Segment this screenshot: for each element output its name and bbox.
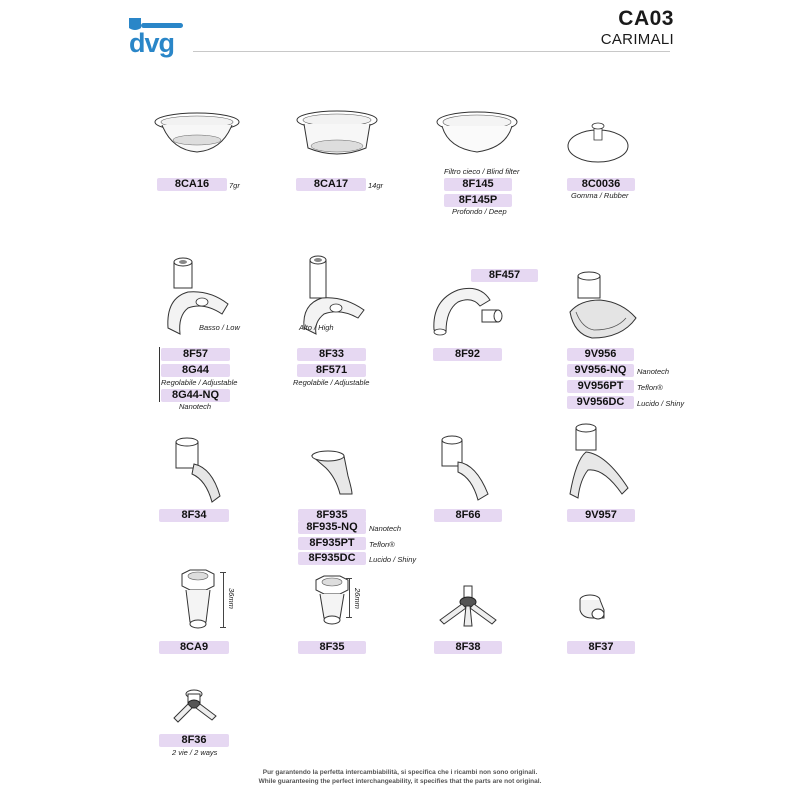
dimension-line-8CA9 — [223, 572, 224, 628]
brand-name: CARIMALI — [600, 31, 674, 48]
part-note-8F33: Alto / High — [299, 323, 334, 332]
spout-single-image — [428, 280, 513, 342]
part-code-8F38[interactable]: 8F38 — [434, 641, 502, 654]
part-note-8CA16: 7gr — [229, 181, 240, 190]
part-note-8F145P: Profondo / Deep — [452, 207, 507, 216]
part-code-8F571[interactable]: 8F571 — [297, 364, 366, 377]
disclaimer-italian: Pur garantendo la perfetta intercambiabilità, si specifica che i ricambi non sono originali. — [262, 769, 538, 776]
part-code-8F935[interactable]: 8F935 — [298, 509, 366, 522]
part-code-8F57[interactable]: 8F57 — [161, 348, 230, 361]
catalog-code: CA03 — [618, 7, 674, 30]
spout-8F66-image — [436, 436, 496, 508]
dimension-line-8F35 — [349, 578, 350, 618]
spout-adapter-8F35-image — [312, 574, 352, 634]
dimension-tick-bottom-8CA9 — [220, 627, 226, 628]
header-rule — [193, 51, 670, 52]
part-code-8CA17[interactable]: 8CA17 — [296, 178, 366, 191]
part-note-8C0036: Gomma / Rubber — [571, 191, 629, 200]
spout-double-9V956-image — [566, 272, 646, 344]
part-code-8F36[interactable]: 8F36 — [159, 734, 229, 747]
blind-filter-image — [432, 108, 522, 163]
part-code-9V956[interactable]: 9V956 — [567, 348, 634, 361]
part-code-9V956PT[interactable]: 9V956PT — [567, 380, 634, 393]
rubber-gasket-disc-image — [563, 118, 633, 168]
part-note-8F57: Basso / Low — [199, 323, 240, 332]
spout-8F935-image — [308, 448, 358, 498]
part-code-8F33[interactable]: 8F33 — [297, 348, 366, 361]
part-note-8CA17: 14gr — [368, 181, 384, 190]
spout-3-way-8F38-image — [436, 584, 500, 630]
spout-2-way-8F36-image — [170, 686, 220, 730]
part-note-8F36: 2 vie / 2 ways — [172, 748, 218, 757]
part-code-8F935DC[interactable]: 8F935DC — [298, 552, 366, 565]
part-note-9V956PT: Teflon® — [637, 383, 663, 392]
part-code-8C0036[interactable]: 8C0036 — [567, 178, 635, 191]
part-note-8F935-NQ: Nanotech — [369, 524, 402, 533]
part-note-9V956-NQ: Nanotech — [637, 367, 670, 376]
dvg-logo — [125, 8, 187, 60]
part-note-8F935DC: Lucido / Shiny — [369, 555, 417, 564]
part-note-8F571: Regolabile / Adjustable — [293, 378, 370, 387]
filter-basket-14gr-image — [292, 108, 382, 168]
dimension-label-8F35: 26mm — [353, 588, 362, 609]
part-code-8F92[interactable]: 8F92 — [433, 348, 502, 361]
part-code-8F145P[interactable]: 8F145P — [444, 194, 512, 207]
part-code-8F66[interactable]: 8F66 — [434, 509, 502, 522]
spout-adapter-8CA9-image — [178, 568, 218, 636]
disclaimer-english: While guaranteeing the perfect interchangeability, it specifies that the parts are not original. — [258, 778, 542, 785]
part-note-9V956DC: Lucido / Shiny — [637, 399, 685, 408]
part-code-9V956-NQ[interactable]: 9V956-NQ — [567, 364, 634, 377]
part-code-8F37[interactable]: 8F37 — [567, 641, 635, 654]
dimension-label-8CA9: 36mm — [227, 588, 236, 609]
spout-elbow-8F37-image — [576, 592, 616, 632]
spout-double-9V957-image — [566, 424, 636, 506]
spout-8F34-image — [172, 438, 232, 508]
dimension-tick-bottom-8F35 — [346, 617, 352, 618]
logo-text: dvg — [129, 28, 175, 58]
filter-basket-7gr-image — [152, 108, 242, 168]
part-code-9V956DC[interactable]: 9V956DC — [567, 396, 634, 409]
variant-bracket-8F57 — [159, 347, 160, 402]
part-code-9V957[interactable]: 9V957 — [567, 509, 635, 522]
part-code-8CA16[interactable]: 8CA16 — [157, 178, 227, 191]
part-note-8F145: Filtro cieco / Blind filter — [444, 167, 520, 176]
part-code-8F935PT[interactable]: 8F935PT — [298, 537, 366, 550]
part-code-8F34[interactable]: 8F34 — [159, 509, 229, 522]
part-note-8G44-NQ: Nanotech — [179, 402, 212, 411]
part-code-8F935-NQ[interactable]: 8F935-NQ — [298, 521, 366, 534]
part-code-8G44[interactable]: 8G44 — [161, 364, 230, 377]
part-code-8CA9[interactable]: 8CA9 — [159, 641, 229, 654]
part-note-8G44: Regolabile / Adjustable — [161, 378, 238, 387]
part-code-8G44-NQ[interactable]: 8G44-NQ — [161, 389, 230, 402]
part-code-8F145[interactable]: 8F145 — [444, 178, 512, 191]
part-code-8F35[interactable]: 8F35 — [298, 641, 366, 654]
dimension-tick-top-8F35 — [346, 578, 352, 579]
part-note-8F935PT: Teflon® — [369, 540, 395, 549]
dimension-tick-top-8CA9 — [220, 572, 226, 573]
part-code-8F457[interactable]: 8F457 — [471, 269, 538, 282]
